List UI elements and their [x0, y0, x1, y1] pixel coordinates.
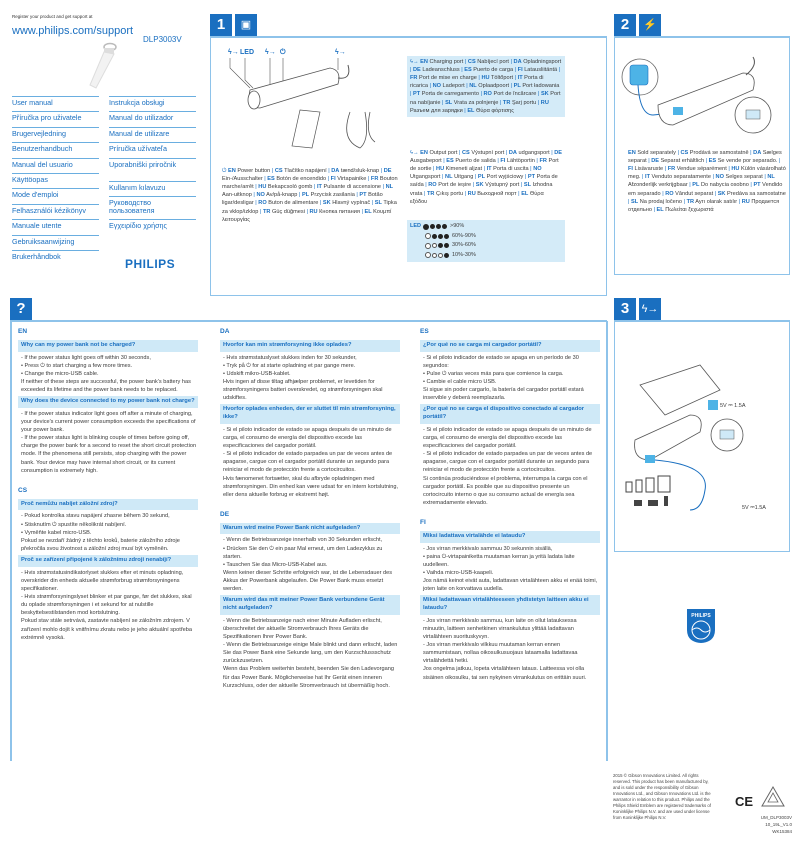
output-port-label-text: ϟ→ EN Output port | CS Výstupní port | DA udgangsport | DE Ausgabeport | ES Puerto de salida | FI Lähtöportin | FR Port de sortie | HU Kimeneti aljzat | IT Porta di uscita | NO Utgangsport | NL Uitgang | PL Port wyjściowy | PT Porta de saída | RO Port de ieșire | SK Výstupný port | SL Izhodna vrata | TR Çıkış portu | RU Выходной порт | EL Θύρα εξόδου — [410, 150, 562, 205]
faq-right-border — [606, 321, 608, 761]
faq-question: ¿Por qué no se carga el dispositivo conectado al cargador portátil? — [420, 404, 600, 424]
faq-answer-line: - Si el piloto indicador de estado se apaga después de un minuto de carga, el consumo de energía del dispositivo excede las especificaciones del cargador portátil. — [423, 426, 592, 450]
sold-separately-text: EN Sold separately | CS Prodává se samostatně | DA Sælges separat | DE Separat erhältlich | ES Se vende por separado. | FI Lisävaruste | FR Vendue séparément | HU Külön vásárolható meg. | IT Venduto separatamente | NO Selges separat | NL Afzonderlijk verkrijgbaar | PL Do nabycia osobno | PT Vendido em separado | RO Vândut separat | SK Predáva sa samostatne | SL Na prodaj ločeno | TR Ayrı olarak satılır | RU Продается отдельно | EL Πωλείται ξεχωριστά — [628, 150, 786, 213]
faq-question: Miksi ladattavaan virtalähteeseen yhdistetyn laitteen akku ei lataudu? — [420, 595, 600, 615]
box-open-icon: ▣ — [235, 14, 257, 36]
faq-answer-line: • Pulse ⏻ varias veces más para que comience la carga. — [423, 370, 564, 377]
faq-answer-line: • Press ⏻ to start charging a few more times. — [21, 362, 133, 369]
faq-answer-line: Wenn das Problem weiterhin besteht, beenden Sie den Ladevorgang für das Power Bank. Möglicherweise hat Ihr Gerät einen inneren Kurzschluss, oder der aktuelle Stromverbrauch ist übermäßig hoch. — [223, 666, 394, 689]
manual-language-list — [12, 96, 196, 265]
svg-text:ϟ→: ϟ→ — [335, 49, 346, 56]
svg-text:⏻: ⏻ — [280, 49, 286, 56]
manual-language-item: Uporabniški priročnik — [109, 158, 196, 181]
led-level-text: 30%-60% — [452, 242, 476, 249]
led-level-row — [410, 232, 562, 242]
faq-question: Proč nemůžu nabíjet záložní zdroj? — [18, 499, 198, 511]
faq-answer-line: - Hvis strømforsyningslyset blinker et par gange, før det slukkes, skal du oplade strømforsyningen i et sekund for at nulstille beskyttelsestilstanden mod kortslutning. — [21, 594, 192, 617]
faq-answer-line: - If the power status light is blinking couple of times before going off, charge the power bank for a second to reset the short circuit protection mode. If the phenomena still persists, stop charging with the power bank. Your device may have internal short circuit, or its current consumption is extremely high. — [21, 435, 197, 474]
faq-language-heading: CS — [18, 486, 28, 494]
led-indicator-dot — [438, 234, 443, 239]
led-indicator-dot — [425, 243, 431, 249]
faq-language-heading: EN — [18, 328, 28, 335]
led-indicator-dot — [438, 243, 443, 248]
question-icon: ? — [10, 298, 32, 320]
power-bank-diagram — [220, 40, 400, 155]
doc-id: WK15384 — [772, 828, 792, 834]
device-charging-diagram — [620, 360, 785, 525]
faq-answer-line: • Change the micro-USB cable. — [21, 370, 99, 377]
led-level-row — [410, 251, 562, 261]
manual-language-item: Brukerhåndbok — [12, 250, 99, 265]
manual-language-item: Gebruiksaanwijzing — [12, 235, 99, 250]
faq-answer-line: Jos ongelma jatkuu, lopeta virtalähteen lataus. Laitteessa voi olla sisäinen oikosulku, tai sen nykyinen virrankulutus on erittäin suuri. — [423, 666, 587, 681]
faq-answer-line: • Tryk på ⏻ for at starte opladning et par gange mere. — [223, 362, 356, 369]
faq-answer-line: - Jos virran merkkivalo sammuu, kun laite on ollut latauksessa minuutin, laitteen senhetkinen virrankulutus ylittää ladattavan virtalähteen suorituskyvyn. — [423, 617, 577, 641]
step2-header — [614, 14, 661, 36]
led-indicator-dot — [432, 243, 437, 248]
ce-mark: CE — [735, 794, 754, 809]
faq-answer-line: - Jos virran merkkivalo vilkkuu muutaman kerran ennen sammumistaan, nollaa oikosulkusuojaus lataamalla ladattavaa virtalähdettä hetki. — [423, 642, 578, 665]
faq-question: Why can my power bank not be charged? — [18, 340, 198, 352]
wall-charger-diagram — [618, 55, 786, 145]
faq-answer-line: Hvis ingen af disse tiltag afhjælper problemet, er levetiden for strømforsyningens batteri overskredet, og strømforsyningen skal udskiftes. — [223, 378, 383, 402]
doc-version: 10_19L_V1.0 — [765, 821, 792, 827]
manual-language-item: User manual — [12, 96, 99, 111]
faq-answer-line: Pokud stav stále setrvává, zastavte nabíjení se záložním zdrojem. V zařízení mohlo dojít k vnitřnímu zkratu nebo je jeho aktuální spotřeba extrémně vysoká. — [21, 618, 193, 641]
faq-answer-line: • Tauschen Sie das Micro-USB-Kabel aus. — [223, 561, 328, 568]
faq-answer-line: If neither of these steps are successful, the power bank's battery has exceeded its lifetime and the power bank needs to be replaced. — [21, 378, 191, 394]
manual-language-item: Manual del usuario — [12, 158, 99, 173]
led-indicator-dot — [444, 243, 449, 248]
step2-number: 2 — [614, 14, 636, 36]
faq-language-heading: ES — [420, 328, 429, 335]
document-codes — [720, 815, 792, 835]
manual-language-item: Manual do utilizador — [109, 111, 196, 126]
faq-answer-line: - Hvis strømstatuslyset slukkes inden for 30 sekunder, — [223, 354, 357, 361]
manual-language-item: Brugervejledning — [12, 127, 99, 142]
led-indicator-dot — [438, 253, 443, 258]
faq-column-2 — [220, 322, 400, 690]
faq-question: Why does the device connected to my power bank not charge? — [18, 396, 198, 408]
manual-language-item: Εγχειρίδιο χρήσης — [109, 219, 196, 234]
faq-answer-line: Wenn keiner dieser Schritte erfolgreich war, ist die Lebensdauer des Akkus der Powerbank abgelaufen. Die Power Bank muss ersetzt werden. — [223, 569, 393, 593]
faq-answer-line: Hvis fænomenet fortsætter, skal du afbryde opladningen med strømforsyningen. Din enhed kan være udsat for en intern kortslutning, eller dens aktuelle forbrug er ekstremt højt. — [223, 475, 399, 498]
faq-answer-line: • Vaihda micro-USB-kaapeli. — [423, 569, 494, 576]
led-indicator-dot — [430, 224, 435, 229]
faq-column-1 — [18, 322, 198, 642]
faq-question: Warum wird das mit meiner Power Bank verbundene Gerät nicht aufgeladen? — [220, 595, 400, 615]
faq-question: Hvorfor oplades enheden, der er sluttet til min strømforsyning, ikke? — [220, 404, 400, 424]
led-level-text: >90% — [450, 223, 465, 230]
led-indicator-dot — [444, 253, 449, 258]
output-port-icon: ϟ→ — [410, 150, 421, 156]
faq-answer-line: Jos nämä keinot eivät auta, ladattavan virtalähteen akku ei enää toimi, joten laite on korvattava uudella. — [423, 577, 598, 593]
led-indicator-dot — [425, 252, 431, 258]
faq-answer-line: - Si el piloto indicador de estado se apaga en un período de 30 segundos: — [423, 354, 579, 369]
faq-language-heading: DE — [220, 510, 230, 518]
faq-answer-line: Pokud se nezdaří žádný z těchto kroků, baterie záložního zdroje překročila svou životnost a záložní zdroj musí být vyměněn. — [21, 537, 180, 552]
faq-left-border — [10, 321, 12, 761]
battery-charge-icon: ⚡ — [639, 14, 661, 36]
faq-answer-line: - Jos virran merkkivalo sammuu 30 sekunnin sisällä, — [423, 545, 553, 552]
led-indicator-dot — [432, 234, 437, 239]
faq-question: Proč se zařízení připojené k záložnímu zdroji nenabíjí? — [18, 555, 198, 567]
manual-language-item: Mode d'emploi — [12, 188, 99, 203]
faq-question: Miksi ladattava virtalähde ei lataudu? — [420, 531, 600, 543]
manual-language-item: Käyttöopas — [12, 173, 99, 188]
led-indicator-dot — [444, 234, 449, 239]
manual-language-item: Příručka pro uživatele — [12, 111, 99, 126]
faq-language-heading: FI — [420, 518, 426, 526]
step1-header — [210, 14, 257, 36]
faq-answer-line: - Wenn die Betriebsanzeige nach einer Minute Aufladen erlischt, überschreitet der aktuelle Stromverbrauch Ihres Geräts die Spezifikationen Ihrer Power Bank. — [223, 617, 382, 641]
manual-language-item: Instrukcja obsługi — [109, 96, 196, 111]
faq-answer-line: - Hvis strømstatusindikatorlyset slukkes efter et minuts opladning, overskrider din enheds aktuelle strømforbrug strømforsyningens specifikationer. — [21, 569, 184, 592]
manual-language-item: Kullanım kılavuzu — [109, 181, 196, 196]
faq-answer-line: • Drücken Sie den ⏻ ein paar Mal erneut, um den Ladezyklus zu starten. — [223, 545, 383, 560]
faq-answer-line: - Si el piloto indicador de estado se apaga después de un minuto de carga, el consumo de energía del dispositivo excede las especificaciones del cargador portátil. — [223, 426, 392, 450]
power-icon: ⏻ — [222, 168, 228, 174]
led-indicator-dot — [423, 224, 429, 230]
faq-answer-line: • Vyměňte kabel micro-USB. — [21, 529, 92, 536]
step1-number: 1 — [210, 14, 232, 36]
faq-answer-line: Si continúa produciéndose el problema, interrumpa la carga con el cargador portátil. Es posible que su dispositivo presente un cortocircuito interno o que su consumo actual de energía sea extremadamente elevado. — [423, 475, 588, 506]
step3-number: 3 — [614, 298, 636, 320]
svg-text:ϟ→: ϟ→ — [228, 49, 239, 56]
faq-question: ¿Por qué no se carga mi cargador portátil? — [420, 340, 600, 352]
output-spec-top: 5V ⎓ 1.5A — [720, 403, 746, 409]
legal-notice: 2015 © Gibson Innovations Limited. All rights reserved. This product has been manufactured by, and is sold under the responsibility of Gibson Innovations Ltd., and Gibson Innovations Ltd. is the warrantor in relation to this product. Philips and the Philips Shield Emblem are registered trademarks of Koninklijke Philips N.V. and are used under license from Koninklijke Philips N.V. — [613, 773, 711, 821]
svg-text:ϟ→: ϟ→ — [265, 49, 276, 56]
faq-answer-line: - Si el piloto indicador de estado parpadea un par de veces antes de apagarse, cargue con el cargador portátil durante un segundo para reiniciar el modo de protección frente a cortocircuitos. — [223, 451, 393, 474]
doc-code: UM_DLP3003V — [760, 815, 792, 820]
support-url[interactable]: www.philips.com/support — [12, 25, 134, 37]
recycle-icon — [760, 785, 786, 809]
faq-answer-line: Si sigue sin poder cargarlo, la batería del cargador portátil estará inservible y deberá reemplazarla. — [423, 387, 584, 402]
faq-answer-line: • Cambie el cable micro USB. — [423, 378, 497, 385]
faq-answer-line: - Wenn die Betriebsanzeige einige Male blinkt und dann erlischt, laden Sie das Power Bank eine Sekunde lang, um den Kurzschlussschutz zurückzusetzen. — [223, 642, 398, 665]
power-bank-product-image — [82, 42, 122, 92]
manual-language-item: Manuale utente — [12, 219, 99, 234]
led-indicator-dot — [425, 233, 431, 239]
faq-answer-line: - If the power status light goes off within 30 seconds, — [21, 354, 151, 361]
manual-language-item: Benutzerhandbuch — [12, 142, 99, 157]
output-spec-bottom: 5V ⎓1.5A — [742, 505, 766, 511]
charging-port-label-text: ϟ→ EN Charging port | CS Nabíjecí port | DA Opladningsport | DE Ladeanschluss | ES Puerto de carga | FI Latausliitäntä | FR Port de mise en charge | HU Töltőport | IT Porta di ricarica | NO Ladeport | NL Oplaadpoort | PL Port ładowania | PT Porta de carregamento | RO Port de încărcare | SK Port na nabíjanie | SL Vrata za polnjenje | TR Şarj portu | RU Разъем для зарядки | EL Θύρα φόρτισης — [407, 56, 565, 117]
svg-text:LED: LED — [240, 49, 254, 56]
manual-language-item: Руководство пользователя — [109, 196, 196, 219]
faq-header — [10, 298, 32, 320]
led-indicator-dot — [442, 224, 447, 229]
register-text: Register your product and get support at — [12, 14, 93, 19]
faq-answer-line: • paina ⏻-virtapainiketta muutaman kerran ja yritä ladata laite uudelleen. — [423, 553, 575, 568]
manual-language-item: Felhasználói kézikönyv — [12, 204, 99, 219]
faq-question: Warum wird meine Power Bank nicht aufgeladen? — [220, 523, 400, 535]
led-level-row — [410, 241, 562, 251]
faq-answer-line: • Stisknutím ⏻ spustíte několikrát nabíjení. — [21, 521, 127, 528]
faq-answer-line: - If the power status indicator light goes off after a minute of charging, your device's current power consumption exceeds the specifications of your power bank. — [21, 410, 196, 434]
model-number: DLP3003V — [143, 35, 182, 44]
faq-question: Hvorfor kan min strømforsyning ikke oplades? — [220, 340, 400, 352]
faq-answer-line: - Pokud kontrolka stavu napájení zhasne během 30 sekund, — [21, 513, 170, 520]
faq-column-3 — [420, 322, 600, 682]
led-indicator-dot — [436, 224, 441, 229]
led-label: LED — [410, 223, 421, 230]
faq-language-heading: DA — [220, 328, 230, 335]
faq-answer-line: - Wenn die Betriebsanzeige innerhalb von 30 Sekunden erlischt, — [223, 537, 383, 544]
svg-text:PHILIPS: PHILIPS — [691, 613, 711, 619]
led-status-table — [407, 220, 565, 262]
faq-answer-line: • Udskift mikro-USB-kablet. — [223, 370, 291, 377]
led-level-text: 10%-30% — [452, 251, 476, 258]
charging-port-icon: ϟ→ — [410, 59, 421, 65]
manual-language-item: Príručka užívateľa — [109, 142, 196, 157]
faq-answer-line: - Si el piloto indicador de estado parpadea un par de veces antes de apagarse, cargue con el cargador portátil durante un segundo para reiniciar el modo de protección frente a cortocircuitos. — [423, 451, 593, 474]
philips-shield-logo — [686, 608, 716, 644]
led-level-row — [410, 222, 562, 232]
output-charge-icon: ϟ→ — [639, 298, 661, 320]
step3-header — [614, 298, 661, 320]
manual-language-item: Manual de utilizare — [109, 127, 196, 142]
led-level-text: 60%-90% — [452, 232, 476, 239]
led-indicator-dot — [432, 253, 437, 258]
philips-logo-text: PHILIPS — [125, 257, 176, 271]
power-button-label-text: ⏻ EN Power button | CS Tlačítko napájení | DA tænd/sluk-knap | DE Ein-/Ausschalter | ES Botón de encendido | FI Virtapainike | FR Bouton marche/arrêt | HU Bekapcsoló gomb | IT Pulsante di accensione | NL Aan-uitknop | NO Av/på-knapp | PL Przycisk zasilania | PT Botão ligar/desligar | RO Buton de alimentare | SK Hlavný vypínač | SL Tipka za vklop/izklop | TR Güç düğmesi | RU Кнопка питания | EL Κουμπί λειτουργίας — [222, 168, 398, 223]
